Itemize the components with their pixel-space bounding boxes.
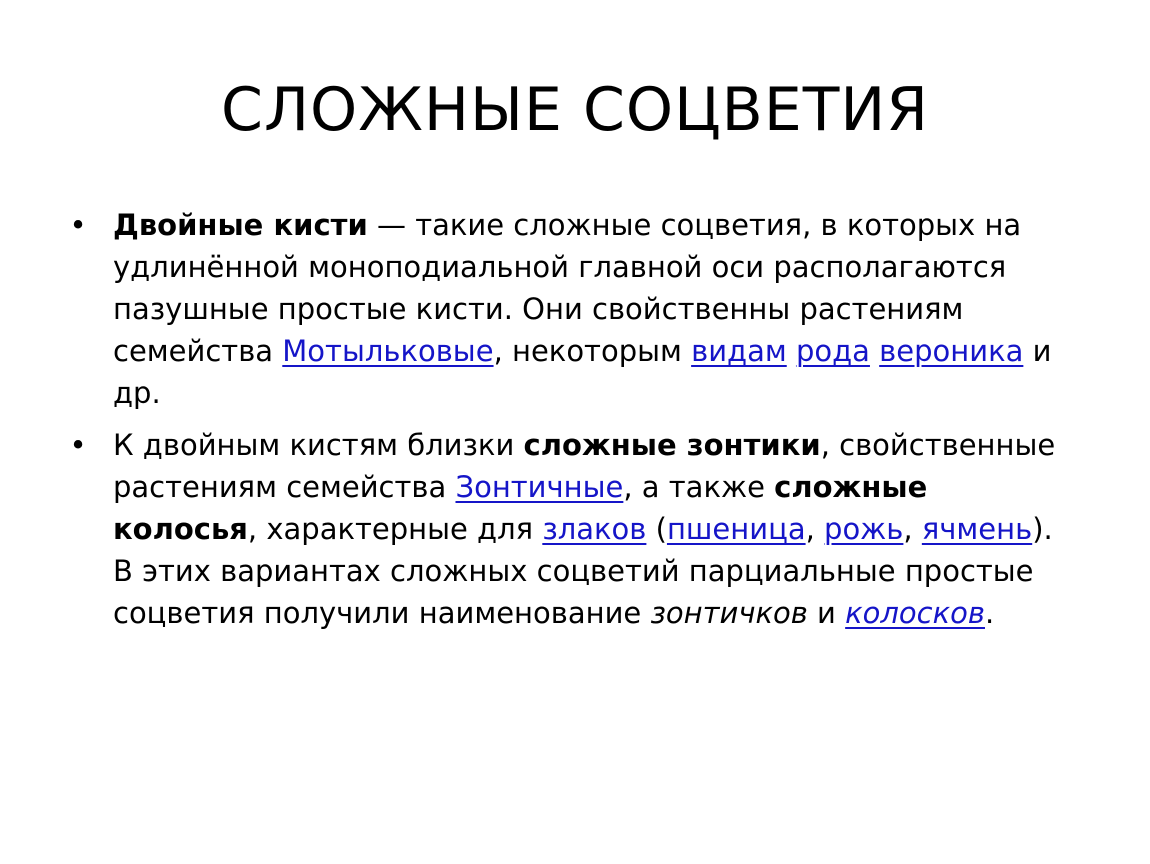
- bullet-dot-icon: •: [69, 208, 87, 242]
- link-yachmen[interactable]: ячмень: [921, 512, 1033, 546]
- term-zontichkov: зонтичков: [650, 596, 808, 630]
- term-double-racemes: Двойные кисти: [113, 208, 368, 242]
- term-compound-umbels: сложные зонтики: [523, 428, 821, 462]
- text: .: [984, 596, 995, 630]
- text: — такие сложные соцветия, в которых на удлинённой моноподиальной главной оси располагаются пазушные простые кисти. Они свойственны растениям семейства: [113, 208, 1022, 368]
- slide-title: СЛОЖНЫЕ СОЦВЕТИЯ: [221, 75, 929, 145]
- link-rozh[interactable]: рожь: [824, 512, 904, 546]
- text: [870, 334, 879, 368]
- link-zontichnye[interactable]: Зонтичные: [455, 470, 624, 504]
- text: [787, 334, 796, 368]
- link-zlakov[interactable]: злаков: [542, 512, 647, 546]
- text: и др.: [113, 334, 1052, 410]
- bullet-dot-icon: •: [69, 428, 87, 462]
- link-vidam[interactable]: видам: [691, 334, 787, 368]
- text: ). В этих вариантах сложных соцветий парциальные простые соцветия получили наименование: [113, 512, 1053, 630]
- text: К двойным кистям близки: [113, 428, 524, 462]
- link-motylkovye[interactable]: Мотыльковые: [282, 334, 494, 368]
- link-pshenitsa[interactable]: пшеница: [666, 512, 806, 546]
- text: , некоторым: [493, 334, 692, 368]
- bullet-item-compound-umbels: [68, 424, 1068, 634]
- bullet-item-double-racemes: [68, 204, 1068, 414]
- text: (: [646, 512, 667, 546]
- text: , характерные для: [247, 512, 543, 546]
- text: ,: [903, 512, 922, 546]
- link-roda[interactable]: рода: [795, 334, 870, 368]
- bullet-list: [68, 204, 1068, 644]
- text: ,: [805, 512, 825, 546]
- term-compound-spikes: сложные колосья: [113, 470, 928, 546]
- text: , свойственные растениям семейства: [113, 428, 1056, 504]
- link-veronika[interactable]: вероника: [879, 334, 1024, 368]
- text: , а также: [623, 470, 775, 504]
- link-koloskov[interactable]: колосков: [845, 596, 985, 630]
- text: и: [807, 596, 846, 630]
